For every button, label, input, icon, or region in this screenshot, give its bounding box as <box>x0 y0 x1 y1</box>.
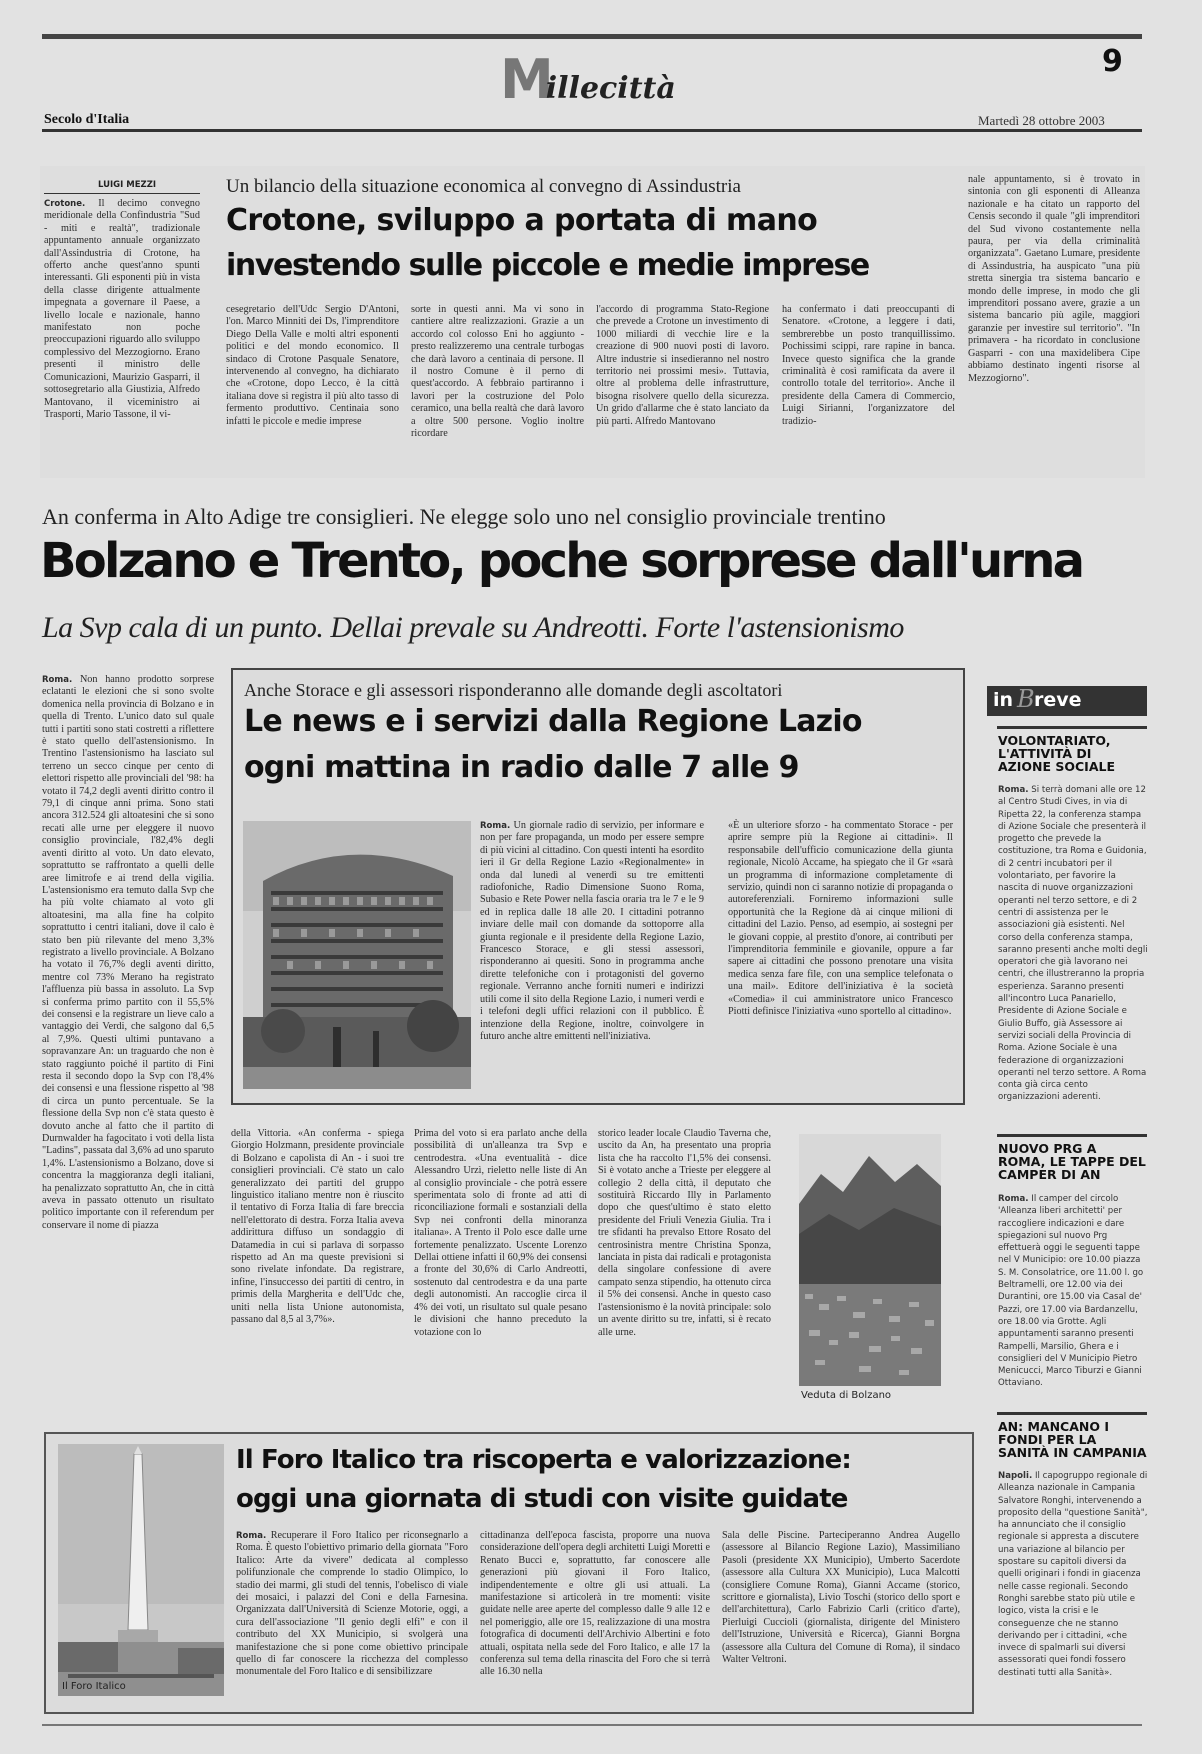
crotone-col-5: ha confermato i dati preoccupanti di Senatore. «Crotone, a leggere i dati, sembrerebbe un posto tranquillissimo. Pochissimi scippi, rare rapine in banca. Invece questo significa che la grande criminalità è così ramificata da avere il controllo totale del territorio». Anche il presidente della Camera di Commercio, Luigi Sirianni, l'organizzatore del tradizio- <box>782 304 955 427</box>
brief-rule-1 <box>997 726 1147 729</box>
foro-col-2: cittadinanza dell'epoca fascista, proporre una nuova considerazione dell'opera degli architetti Luigi Moretti e Renato Bucci e, soprattutto, far conoscere alle generazioni più giovani il Foro Italico, indipendentemente e oltre gli usi attuali. La manifestazione si articolerà in tre momenti: visite guidate nelle aree aperte del complesso dalle 9 alle 12 e nel pomeriggio, alle ore 15, realizzazione di una mostra fotografica di documenti dell'Archivio Albertini e foto attuali, ospitata nella sede del Foro Italico, e alle 17 la conferenza sul tema della rinascita del Foro che si terrà alle 16.30 nella <box>480 1530 710 1678</box>
bolzano-col-2: della Vittoria. «An conferma - spiega Giorgio Holzmann, presidente provinciale di Bolzano e capolista di An - i suoi tre consiglieri provinciali. C'è stato un calo generalizzato dei partiti del gruppo linguistico italiano mentre non è riuscito il tentativo di Forza Italia di fare breccia nell'elettorato di destra. Forza Italia aveva addirittura diffuso un sondaggio di Datamedia in cui si parlava di sorpasso rispetto ad An ma queste previsioni si sono rivelate infondate. Da registrare, infine, l'insuccesso dei partiti di centro, in primis della Margherita e dell'Udc che, uniti nella lista Unione autonomista, passano dal 8,5 al 3,7%». <box>231 1128 404 1326</box>
crotone-headline-2: investendo sulle piccole e medie imprese <box>226 248 869 283</box>
in-breve-logo <box>987 686 1147 716</box>
foro-italico-photo <box>58 1444 224 1696</box>
header-rule <box>42 129 1142 132</box>
crotone-author: LUIGI MEZZI <box>98 180 157 190</box>
building-image <box>243 821 471 1089</box>
brief-1-dateline: Roma. <box>998 785 1029 795</box>
foro-dateline: Roma. <box>236 1531 267 1541</box>
brief-1-text <box>998 784 1148 1103</box>
lazio-kicker: Anche Storace e gli assessori risponderanno alle domande degli ascoltatori <box>244 680 783 700</box>
foro-col-3: Sala delle Piscine. Parteciperanno Andrea Augello (assessore al Bilancio Regione Lazio), Massimiliano Pasoli (presidente XX Municipio), Umberto Sacerdote (assessore alla Cultura XX Municipio), Luca Malcotti (consigliere Comune Roma), Gianni Accame (storico, scrittore e giornalista), Livio Toschi (storico dello sport e dell'architettura), Carlo Fabrizio Carli (critico d'arte), Pierluigi Cuccioli (giornalista, dirigente del Ministero dell'Istruzione, Università e Ricerca), Gianni Borgna (assessore alla Cultura del Comune di Roma), il sindaco Walter Veltroni. <box>722 1530 960 1666</box>
brief-2-title: NUOVO PRG A ROMA, LE TAPPE DEL CAMPER DI AN <box>998 1141 1146 1182</box>
bolzano-headline: Bolzano e Trento, poche sorprese dall'urna <box>40 533 1083 589</box>
foro-headline-1: Il Foro Italico tra riscoperta e valorizzazione: <box>236 1445 851 1475</box>
bolzano-city-photo <box>799 1134 941 1386</box>
lazio-dateline: Roma. <box>480 821 511 831</box>
regione-lazio-building-photo <box>243 821 471 1089</box>
lazio-headline-1: Le news e i servizi dalla Regione Lazio <box>244 704 862 739</box>
bolzano-col-3: Prima del voto si era parlato anche della possibilità di un'alleanza tra Svp e centrodestra. «Una eventualità - dice Alessandro Urzì, rieletto nelle liste di An al consiglio provinciale - che potrà essere sperimentata solo di fronte ad atti di riconciliazione formali e sostanziali della Svp nei confronti della minoranza italiana». A Trento il Polo esce dalle urne fortemente penalizzato. Uscente Lorenzo Dellai ottiene infatti il 60,9% dei consensi a fronte del 30,6% di Carlo Andreotti, sostenuto dal centrodestra e da una parte degli autonomisti. An raccoglie circa il 4% dei voti, un risultato sul quale pesano le divisioni che hanno preceduto la votazione con lo <box>414 1128 587 1338</box>
page-number: 9 <box>1102 44 1123 79</box>
in-breve-logo-in: in <box>993 689 1014 711</box>
crotone-dateline: Crotone. <box>44 199 86 209</box>
brief-rule-2 <box>997 1134 1147 1137</box>
brief-3-title: AN: MANCANO I FONDI PER LA SANITÀ IN CAMPANIA <box>998 1419 1147 1460</box>
crotone-col-6: nale appuntamento, si è trovato in sintonia con gli esponenti di Alleanza nazionale e ha citato un rapporto del Censis secondo il quale "gli imprenditori del Sud vivono costantemente nella paura, per via della criminalità organizzata". Gaetano Lumare, presidente di Assindustria, ha auspicato "una più stretta sinergia tra sistema bancario e mondo delle imprese, in modo che gli imprenditori possano avere, grazie a un sistema bancario più agile, maggiori garanzie per investire sul territorio". "In primavera - ha ricordato in conclusione Gasparri - con una maxidelibera Cipe abbiamo destinato ingenti risorse al Mezzogiorno". <box>968 174 1140 384</box>
brief-3-body: Il capogruppo regionale di Alleanza nazionale in Campania Salvatore Ronghi, intervenendo a proposito della "questione Sanità", ha annunciato che il consiglio regionale si appresta a discutere una variazione al bilancio per spostare su capitoli diversi da quelli originari i fondi in giacenza nelle casse regionali. Secondo Ronghi sarebbe stato più utile e logico, vista la crisi e le conseguenze che ne stanno derivando per i cittadini, «che invece di spalmarli sui diversi assessorati quei fondi fossero destinati tutti alla Sanità». <box>998 1471 1148 1678</box>
in-breve-logo-rest: reve <box>1034 689 1082 711</box>
bolzano-col-1-text: Non hanno prodotto sorprese eclatanti le elezioni che si sono svolte domenica nella provincia di Bolzano e in quella di Trento. L'unico dato sul quale tutti i partiti sono stati costretti a riflettere è stato quello dell'astensionismo. In Trentino l'astensionismo ha lasciato sul terreno un secco cinque per cento di elettori rispetto alle provinciali del '98: ha votato il 74,2 degli aventi diritto contro il 79,1 di cinque anni prima. Sono stati ancora 312.524 gli altoatesini che si sono recati alle urne per eleggere il nuovo consiglio provinciale, l'82,4% degli aventi diritto al voto. Un dato elevato, soprattutto se raffrontato a quelli delle aree limitrofe e ai trend della vigilia. L'astensionismo era temuto dalla Svp che ha più volte chiamato al voto gli altoatesini, ma alla fine ha colpito soprattutto i centri italiani, dove il calo è stato ben più rilevante del meno 3,3% registrato a livello provinciale. A Bolzano ha votato il 76,7% degli aventi diritto, mentre col 73% Merano ha registrato l'affluenza più bassa in assoluto. La Svp si conferma primo partito con il 55,5% dei consensi e la registrare un lieve calo a vantaggio dei Verdi, che salgono dal 6,5 al 7,9%. Questi ultimi puntavano a sopravanzare An: un traguardo che non è stato raggiunto poiché il partito di Fini resta il secondo dopo la Svp con l'8,4% dei consensi e una flessione rispetto al '98 di circa un punto percentuale. Se la flessione della Svp non c'è stata questo è dovuto anche al fatto che il partito di Durnwalder ha fagocitato i voti della lista "Ladins", passata dal 3,6% ad uno sparuto 1,4%. L'astensionismo a Bolzano, dove si concentra la maggioranza degli italiani, ha penalizzato soprattutto An, che in città aveva in passato ottenuto un risultato politico importante con il referendum per conservare il nome di piazza <box>42 674 214 1231</box>
section-title <box>500 48 676 111</box>
crotone-col-4: l'accordo di programma Stato-Regione che prevede a Crotone un investimento di 1000 miliardi di vecchie lire e la creazione di 900 nuovi posti di lavoro. Altre industrie si insedieranno nel nostro territorio nei prossimi mesi». Tuttavia, oltre al problema delle infrastrutture, bisogna risolvere quello della sicurezza. Un grido d'allarme che è stato lanciato da più parti. Alfredo Mantovano <box>596 304 769 427</box>
bolzano-kicker: An conferma in Alto Adige tre consiglieri. Ne elegge solo uno nel consiglio provinciale trentino <box>42 504 886 529</box>
bolzano-col-1 <box>42 674 214 1419</box>
lazio-col-1 <box>480 820 704 1090</box>
crotone-col-1 <box>44 198 200 472</box>
bolzano-landscape-image <box>799 1134 941 1386</box>
section-rest: illecittà <box>545 71 676 106</box>
foro-headline-2: oggi una giornata di studi con visite guidate <box>236 1484 848 1514</box>
bolzano-col-4: storico leader locale Claudio Taverna che, uscito da An, ha presentato una propria lista che ha raccolto l'1,5% dei consensi. Si è votato anche a Trieste per eleggere al collegio 2 della città, il deputato che sostituirà Riccardo Illy in Parlamento dopo che quest'ultimo è stato eletto presidente del Friuli Venezia Giulia. Tra i tre sfidanti ha prevalso Ettore Rosato del centrosinistra mentre Christina Sponza, lanciata in pista dai radicali e protagonista della singolare confessione di avere campato senza stipendio, ha ottenuto circa il 5% dei consensi. Anche in questo caso l'astensionismo è la novità principale: solo un avente diritto su tre, infatti, si è recato alle urne. <box>598 1128 772 1338</box>
foro-photo-caption: Il Foro Italico <box>62 1681 126 1692</box>
brief-3-dateline: Napoli. <box>998 1471 1033 1481</box>
bolzano-photo-caption: Veduta di Bolzano <box>801 1390 892 1401</box>
brief-3-text <box>998 1470 1148 1734</box>
bottom-rule <box>42 1724 1142 1726</box>
brief-1-title: VOLONTARIATO, L'ATTIVITÀ DI AZIONE SOCIALE <box>998 733 1115 774</box>
crotone-headline-1: Crotone, sviluppo a portata di mano <box>226 203 818 238</box>
paper-name: Secolo d'Italia <box>44 112 130 127</box>
brief-2-dateline: Roma. <box>998 1194 1029 1204</box>
crotone-kicker: Un bilancio della situazione economica al convegno di Assindustria <box>226 176 741 197</box>
crotone-col-1-text: Il decimo convegno meridionale della Confindustria "Sud - miti e realtà", tradizionale appuntamento annuale organizzato dall'Assindustria di Crotone, ha offerto anche quest'anno spunti interessanti. Gli esponenti più in vista della classe dirigente attualmente impegnata a governare il Paese, a livello locale e nazionale, hanno manifestato non poche preoccupazioni riguardo allo sviluppo complessivo del Mezzogiorno. Erano presenti il ministro delle Comunicazioni, Maurizio Gasparri, il sottosegretario alla Giustizia, Alfredo Mantovano, il viceministro ai Trasporti, Mario Tassone, il vi- <box>44 198 200 420</box>
foro-col-1 <box>236 1530 468 1702</box>
section-initial: M <box>500 48 552 111</box>
top-rule <box>42 34 1142 39</box>
crotone-col-3: sorte in questi anni. Ma vi sono in cantiere altre realizzazioni. Grazie a un accordo col colosso Eni ho aggiunto - presto realizzeremo una centrale turbogas che darà lavoro a centinaia di persone. Il il nostro Comune è il perno di quest'accordo. A febbraio partiranno i lavori per la costruzione del Polo ceramico, una bella realtà che darà lavoro a oltre 500 persone. Voglio inoltre ricordare <box>411 304 584 440</box>
lazio-col-2: «È un ulteriore sforzo - ha commentato Storace - per aprire sempre più la Regione ai cittadini». Il responsabile dell'ufficio comunicazione della giunta regionale, Nicolò Accame, ha spiegato che il Gr «sarà un programma di informazione completamente di servizio, quindi non ci saranno notizie di propaganda o autoreferenziali. Forniremo informazioni sulle opportunità che la Regione dà ai cinque milioni di cittadini del Lazio. Penso, ad esempio, ai sostegni per le giovani coppie, al prestito d'onore, ai contributi per l'imprenditoria femminile e giovanile, oppure a far sapere ai cittadini che possono prenotare una visita medica senza fare file, con una semplice telefonata o una mail». Editore dell'iniziativa è la società «Comedia» il cui amministratore unico Francesco Piotti definisce l'iniziativa «uno sportello al cittadino». <box>728 820 953 1018</box>
crotone-col-2: cesegretario dell'Udc Sergio D'Antoni, l'on. Marco Minniti dei Ds, l'imprenditore Diego Della Valle e molti altri esponenti politici e del mondo economico. Il sindaco di Crotone Pasquale Senatore, intervenendo al convegno, ha dichiarato che «Crotone, dopo Lecco, è la città italiana dove si registra il più alto tasso di fermento produttivo. Centinaia sono infatti le piccole e medie imprese <box>226 304 399 427</box>
obelisk-image <box>58 1444 224 1696</box>
issue-date: Martedì 28 ottobre 2003 <box>978 113 1105 128</box>
brief-1-body: Si terrà domani alle ore 12 al Centro Studi Cives, in via di Ripetta 22, la conferenza stampa di Azione Sociale che presenterà il progetto che prevede la costituzione, tra Roma e Guidonia, di 2 centri incubatori per il volontariato, per favorire la nascita di nuove organizzazioni operanti nel terzo settore, e di 2 centri di assistenza per le associazioni già esistenti. Nel corso della conferenza stampa, saranno presenti anche molti degli operatori che già lavorano nei centri, che illustreranno la propria esperienza. Saranno presenti all'incontro Luca Panariello, Presidente di Azione Sociale e Giulio Buffo, già Assessore ai servizi sociali della Provincia di Roma. Azione Sociale è una federazione di organizzazioni operanti nel terzo settore. A Roma conta già circa cento organizzazioni aderenti. <box>998 785 1148 1103</box>
foro-col-1-text: Recuperare il Foro Italico per riconsegnarlo a Roma. È questo l'obiettivo primario della giornata "Foro Italico: Arte da vivere" dedicata al complesso polifunzionale che comprende lo stadio Olimpico, lo stadio dei marmi, gli studi del tennis, l'obelisco di viale dei mosaici, i palazzi del Coni e della Farnesina. Organizzata dall'Università di Scienze Motorie, oggi, a cura dell'associazione "Il genio degli elfi" e con il contributo del XX Municipio, si svolgerà una manifestazione che si pone come obiettivo principale quello di far conoscere la ricchezza del complesso monumentale del Foro Italico e di sensibilizzare <box>236 1530 468 1678</box>
bolzano-dateline: Roma. <box>42 675 73 685</box>
brief-2-text <box>998 1193 1148 1393</box>
lazio-col-1-text: Un giornale radio di servizio, per informare e non per fare propaganda, un modo per essere sempre di più vicini al cittadino. Con questi intenti ha esordito ieri il Gr della Regione Lazio «Regionalmente» in onda dal lunedì al venerdì su tre emittenti radiofoniche, Radio Dimensione Suono Roma, Subasio e Rete Power nella fascia oraria tra le 7 e le 9 ed in replica dalle 18 alle 20. I cittadini potranno inviare delle mail con domande da sottoporre alla giunta regionale e il presidente della Regione Lazio, Francesco Storace, e gli stessi assessori, risponderanno ai quesiti. Sono in programma anche dirette telefoniche con i protagonisti del governo regionale. Verranno anche forniti numeri e indirizzi utili come il sito della Regione Lazio, i numeri verdi e i telefoni degli uffici relazioni con il pubblico. È intenzione della Regione, inoltre, coinvolgere in futuro anche altre emittenti nell'iniziativa. <box>480 820 704 1042</box>
in-breve-logo-b: B <box>1017 685 1035 713</box>
lazio-headline-2: ogni mattina in radio dalle 7 alle 9 <box>244 750 799 785</box>
bolzano-subhead: La Svp cala di un punto. Dellai prevale su Andreotti. Forte l'astensionismo <box>42 611 904 644</box>
brief-rule-3 <box>997 1412 1147 1415</box>
author-rule <box>44 193 200 194</box>
brief-2-body: Il camper del circolo 'Alleanza liberi architetti' per raccogliere indicazioni e dare spiegazioni sul nuovo Prg effettuerà oggi le seguenti tappe nel V Municipio: ore 10.00 piazza S. M. Consolatrice, ore 11.00 l. go Beltramelli, ore 12.00 via dei Durantini, ore 15.00 via Casal de' Pazzi, ore 17.00 via Bardanzellu, ore 18.00 via Grotte. Agli appuntamenti saranno presenti Rampelli, Marsilio, Ghera e i consiglieri del V Municipio Pietro Menicucci, Marco Tiburzi e Gianni Ottaviano. <box>998 1194 1144 1389</box>
